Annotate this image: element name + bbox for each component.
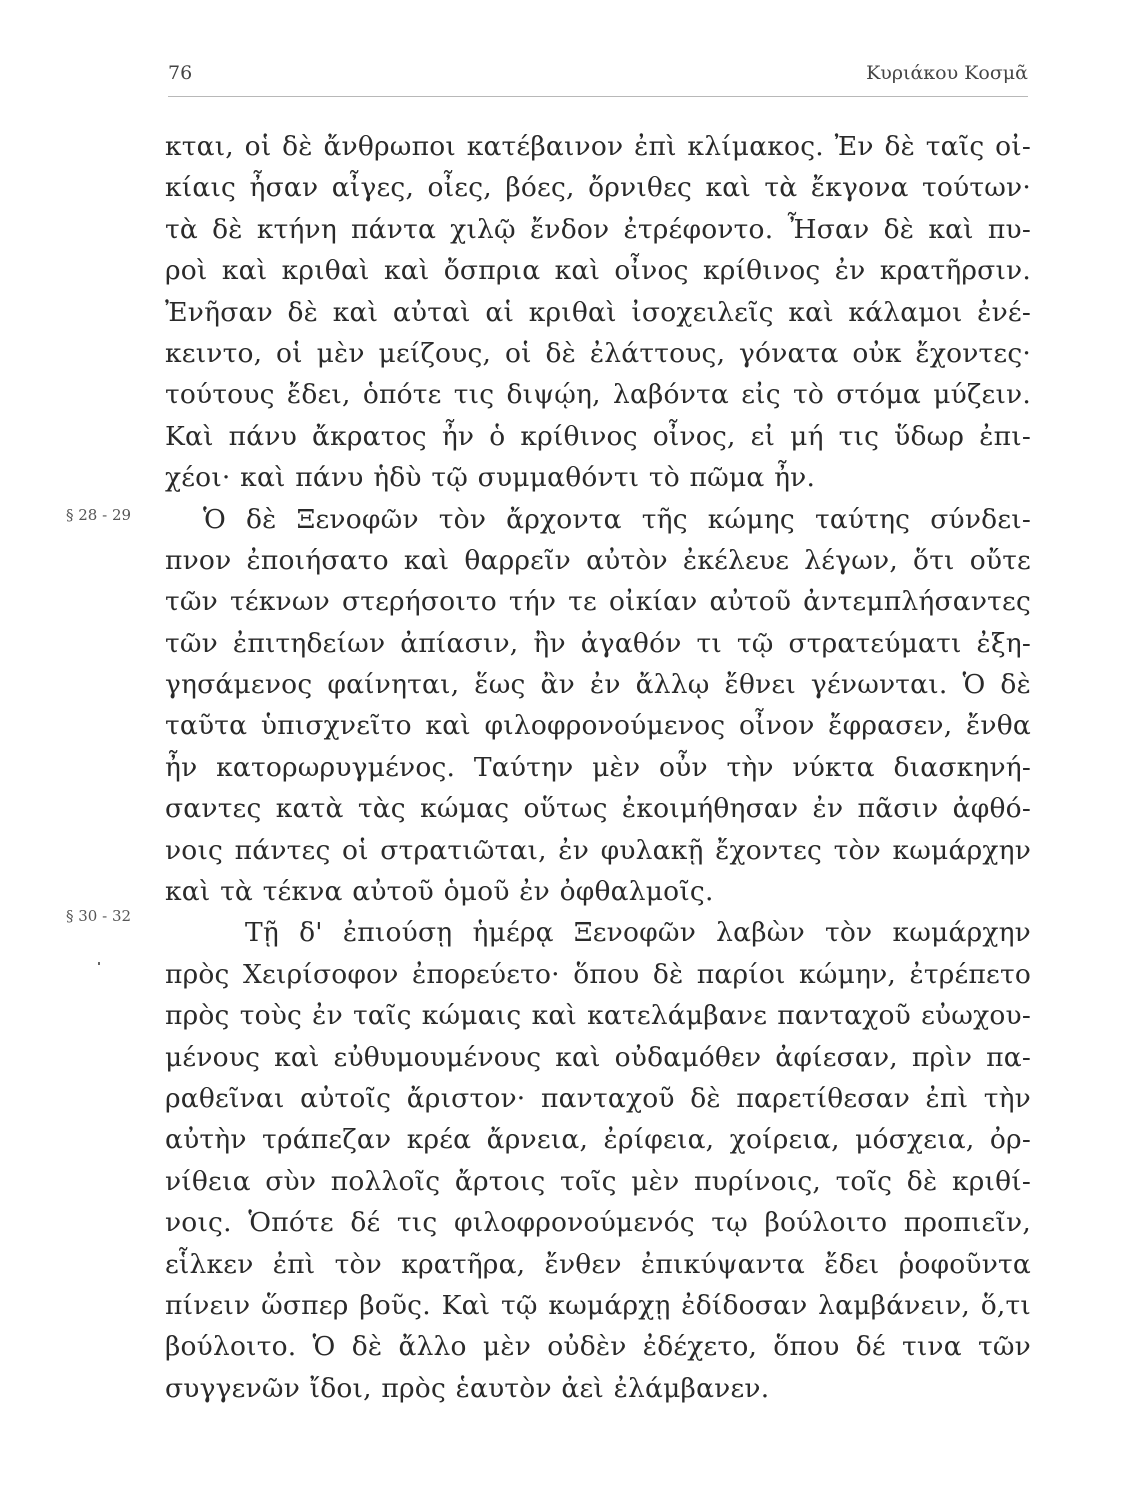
paragraph-start-line: Τῇ δ' ἐπιούσῃ ἡμέρᾳ Ξενοφῶν λαβὼν τὸν κωμάρχην (245, 917, 1031, 949)
text-line: τῶν τέκνων στερήσοιτο τήν τε οἰκίαν αὐτοῦ ἀντεμπλήσαντες (165, 586, 1031, 618)
text-line: βούλοιτο. Ὁ δὲ ἄλλο μὲν οὐδὲν ἐδέχετο, ὅπου δέ τινα τῶν (165, 1331, 1031, 1363)
text-line: γησάμενος φαίνηται, ἕως ἂν ἐν ἄλλῳ ἔθνει γένωνται. Ὁ δὲ (165, 669, 1031, 701)
margin-note-section-28-29: § 28 - 29 (66, 506, 132, 524)
margin-note-section-30-32: § 30 - 32 (66, 907, 132, 925)
paragraph-start-line: Ὁ δὲ Ξενοφῶν τὸν ἄρχοντα τῆς κώμης ταύτης σύνδει- (203, 503, 1031, 535)
text-line: κειντο, οἱ μὲν μείζους, οἱ δὲ ἐλάττους, γόνατα οὐκ ἔχοντες· (165, 337, 1031, 369)
body-text (165, 126, 1031, 1409)
text-line: Ἐνῆσαν δὲ καὶ αὐταὶ αἱ κριθαὶ ἰσοχειλεῖς καὶ κάλαμοι ἐνέ- (165, 296, 1031, 328)
running-head: Κυριάκου Κοσμᾶ (866, 62, 1028, 84)
text-line: τούτους ἔδει, ὁπότε τις διψῴη, λαβόντα εἰς τὸ στόμα μύζειν. (165, 379, 1031, 411)
page-number: 76 (168, 62, 193, 84)
text-line: τῶν ἐπιτηδείων ἀπίασιν, ἢν ἀγαθόν τι τῷ στρατεύματι ἐξη- (165, 627, 1031, 659)
text-line: νοις πάντες οἱ στρατιῶται, ἐν φυλακῇ ἔχοντες τὸν κωμάρχην (165, 834, 1031, 866)
header-rule (168, 96, 1028, 97)
text-line: πρὸς τοὺς ἐν ταῖς κώμαις καὶ κατελάμβανε πανταχοῦ εὐωχου- (165, 1000, 1031, 1032)
text-line: χέοι· καὶ πάνυ ἡδὺ τῷ συμμαθόντι τὸ πῶμα ἦν. (165, 462, 816, 494)
text-line: πίνειν ὥσπερ βοῦς. Καὶ τῷ κωμάρχῃ ἐδίδοσαν λαμβάνειν, ὅ,τι (165, 1289, 1031, 1321)
text-line: συγγενῶν ἴδοι, πρὸς ἑαυτὸν ἀεὶ ἐλάμβανεν. (165, 1372, 770, 1404)
text-line: ἦν κατορωρυγμένος. Ταύτην μὲν οὖν τὴν νύκτα διασκηνή- (165, 751, 1031, 783)
text-line: σαντες κατὰ τὰς κώμας οὕτως ἐκοιμήθησαν ἐν πᾶσιν ἀφθό- (165, 793, 1031, 825)
text-line: εἷλκεν ἐπὶ τὸν κρατῆρα, ἔνθεν ἐπικύψαντα ἔδει ῥοφοῦντα (165, 1248, 1031, 1280)
text-line: νοις. Ὁπότε δέ τις φιλοφρονούμενός τῳ βούλοιτο προπιεῖν, (165, 1207, 1031, 1239)
text-line: νίθεια σὺν πολλοῖς ἄρτοις τοῖς μὲν πυρίνοις, τοῖς δὲ κριθί- (165, 1165, 1031, 1197)
text-line: κίαις ἦσαν αἶγες, οἶες, βόες, ὄρνιθες καὶ τὰ ἔκγονα τούτων· (165, 172, 1031, 204)
text-line: κται, οἱ δὲ ἄνθρωποι κατέβαινον ἐπὶ κλίμακος. Ἐν δὲ ταῖς οἰ- (165, 131, 1031, 162)
text-line: μένους καὶ εὐθυμουμένους καὶ οὐδαμόθεν ἀφίεσαν, πρὶν πα- (165, 1041, 1031, 1073)
stray-ink-mark (98, 962, 100, 965)
text-line: πρὸς Χειρίσοφον ἐπορεύετο· ὅπου δὲ παρίοι κώμην, ἐτρέπετο (165, 958, 1031, 990)
text-line: ραθεῖναι αὐτοῖς ἄριστον· πανταχοῦ δὲ παρετίθεσαν ἐπὶ τὴν (165, 1082, 1031, 1114)
text-line: καὶ τὰ τέκνα αὐτοῦ ὁμοῦ ἐν ὀφθαλμοῖς. (165, 876, 714, 908)
text-line: ροὶ καὶ κριθαὶ καὶ ὄσπρια καὶ οἶνος κρίθινος ἐν κρατῆρσιν. (165, 255, 1031, 287)
text-line: τὰ δὲ κτήνη πάντα χιλῷ ἔνδον ἐτρέφοντο. Ἦσαν δὲ καὶ πυ- (165, 213, 1031, 245)
text-line: ταῦτα ὑπισχνεῖτο καὶ φιλοφρονούμενος οἶνον ἔφρασεν, ἔνθα (165, 710, 1031, 742)
text-line: πνον ἐποιήσατο καὶ θαρρεῖν αὐτὸν ἐκέλευε λέγων, ὅτι οὔτε (165, 544, 1031, 576)
text-line: αὐτὴν τράπεζαν κρέα ἄρνεια, ἐρίφεια, χοίρεια, μόσχεια, ὀρ- (165, 1124, 1031, 1156)
page-header (168, 62, 1028, 92)
text-line: Καὶ πάνυ ἄκρατος ἦν ὁ κρίθινος οἶνος, εἰ μή τις ὕδωρ ἐπι- (165, 420, 1031, 452)
